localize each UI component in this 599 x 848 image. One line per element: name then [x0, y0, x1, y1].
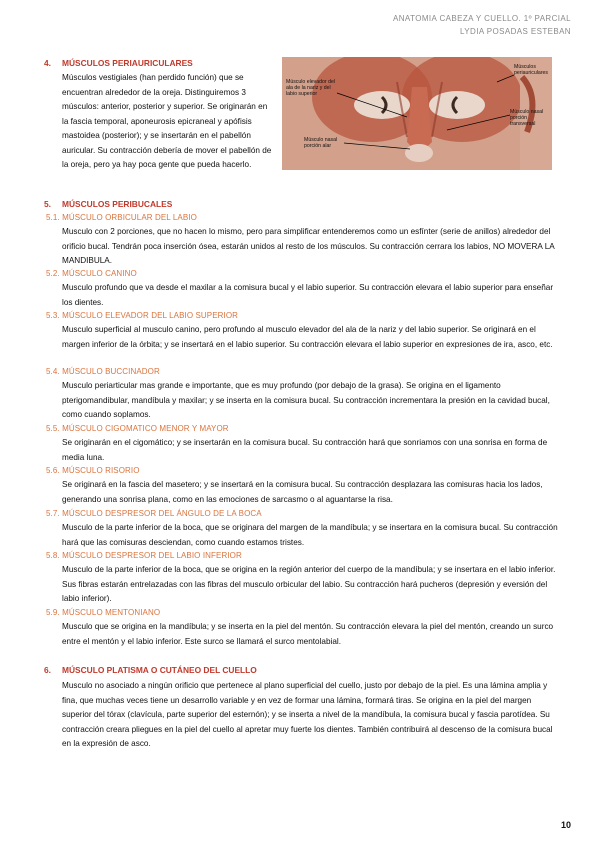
label-periauriculares: Músculos periauriculares — [514, 64, 549, 76]
label-nasal-alar: Músculo nasal porción alar — [304, 137, 338, 149]
section-5-number: 5. — [44, 199, 51, 209]
subsection-text: Musculo de la parte inferior de la boca, que se origina en la región anterior del cuerpo de la mandíbula; y se insertara en el labio inferior. Sus fibras estarán entrelazadas con las fibras del musculo orbicular del labio. Su contracción hará pucheros (depresión y eversión del labio inferior). — [62, 565, 556, 603]
section-6-text: Musculo no asociado a ningún orificio que pertenece al plano superficial del cuello, justo por debajo de la piel. Es una lámina amplia y fina, que muchas veces tiene un desarrollo variable y en vez de formar una lámina, formará tiras. Se origina en la piel del margen superior del tórax (clavícula, parte superior del esternón); y se inserta a nivel de la mandíbula, la comisura bucal y fascia parotídea. Su contracción creara pliegues en la piel del cuello al apretar muy fuerte los dientes. También contribuirá al descenso de la comisura bucal en la expresión de asco. — [62, 681, 553, 748]
page-header — [393, 12, 571, 38]
page-number: 10 — [560, 820, 571, 830]
section-5-title: MÚSCULOS PERIBUCALES — [62, 199, 173, 209]
header-author: LYDIA POSADAS ESTEBAN — [460, 27, 571, 36]
subsection-title: 5.3. MÚSCULO ELEVADOR DEL LABIO SUPERIOR — [46, 311, 239, 320]
subsection-title: 5.5. MÚSCULO CIGOMATICO MENOR Y MAYOR — [46, 424, 229, 433]
subsection-title: 5.8. MÚSCULO DESPRESOR DEL LABIO INFERIOR — [46, 551, 242, 560]
label-elevador: Músculo elevador del ala de la nariz y del labio superior — [286, 79, 336, 97]
section-6-title: MÚSCULO PLATISMA O CUTÁNEO DEL CUELLO — [62, 665, 257, 675]
header-course: ANATOMIA CABEZA Y CUELLO. 1º PARCIAL — [393, 14, 571, 23]
facial-muscles-figure — [282, 57, 552, 170]
subsection-title: 5.7. MÚSCULO DESPRESOR DEL ÁNGULO DE LA BOCA — [46, 509, 262, 518]
subsection-title: 5.6. MÚSCULO RISORIO — [46, 466, 140, 475]
subsection-text: Se originará en la fascia del masetero; y se insertará en la comisura bucal. Su contracción desplazara las comisuras hacia los lados, generando una sonrisa plana, como en las emociones de sarcasmo o al aguantarse la risa. — [62, 480, 543, 504]
section-4-text: Músculos vestigiales (han perdido función) que se encuentran alrededor de la oreja. Distinguiremos 3 músculos: anterior, posterior y superior. Se originarán en la fascia temporal, aponeurosis epicraneal y apófisis mastoidea (posterior); y se insertarán en el pabellón auricular. Su contracción debería de mover el pabellón de la oreja, pero ya hay poca gente que pueda hacerlo. — [62, 73, 272, 169]
subsection-title: 5.4. MÚSCULO BUCCINADOR — [46, 367, 160, 376]
section-4-number: 4. — [44, 58, 51, 68]
subsection-text: Musculo con 2 porciones, que no hacen lo mismo, pero para simplificar entenderemos como un esfínter (serie de anillos) alrededor del orificio bucal. Tendrán poca inserción ósea, estarán unidos al resto de los músculos. Su contracción cerrara los labios, NO MOVERA LA MANDIBULA. — [62, 227, 555, 265]
section-6-number: 6. — [44, 665, 51, 675]
label-nasal-transversal: Músculo nasal porción transversal — [510, 109, 544, 127]
subsection-text: Musculo periarticular mas grande e importante, que es muy profundo (por debajo de la grasa). Se origina en el ligamento pterigomandibular, mandíbula y maxilar; y se inserta en la comisura bucal. Su contracción incrementara la presión en la cavidad bucal, como cuando soplamos. — [62, 381, 550, 419]
subsection-text: Musculo superficial al musculo canino, pero profundo al musculo elevador del ala de la nariz y del labio superior. Se originará en el margen inferior de la órbita; y se insertará en el labio superior. Su contracción elevara el labio superior en expresiones de ira, asco, etc. — [62, 325, 553, 349]
subsection-title: 5.1. MÚSCULO ORBICULAR DEL LABIO — [46, 213, 197, 222]
subsection-text: Musculo profundo que va desde el maxilar a la comisura bucal y el labio superior. Su contracción elevara el labio superior para enseñar los dientes. — [62, 283, 554, 307]
section-4-title: MÚSCULOS PERIAURICULARES — [62, 58, 193, 68]
subsection-text: Se originarán en el cigomático; y se insertarán en la comisura bucal. Su contracción hará que sonriamos con una sonrisa en forma de media luna. — [62, 438, 548, 462]
subsection-title: 5.9. MÚSCULO MENTONIANO — [46, 608, 161, 617]
subsection-title: 5.2. MÚSCULO CANINO — [46, 269, 137, 278]
subsection-text: Musculo que se origina en la mandíbula; y se inserta en la piel del mentón. Su contracción elevara la piel del mentón, creando un surco entre el mentón y el labio inferior. Este surco se llamará el surco mentolabial. — [62, 622, 554, 646]
subsection-text: Musculo de la parte inferior de la boca, que se originara del margen de la mandíbula; y se insertara en la comisura bucal. Su contracción hará que las comisuras desciendan, como cuando estamos tristes. — [62, 523, 558, 547]
